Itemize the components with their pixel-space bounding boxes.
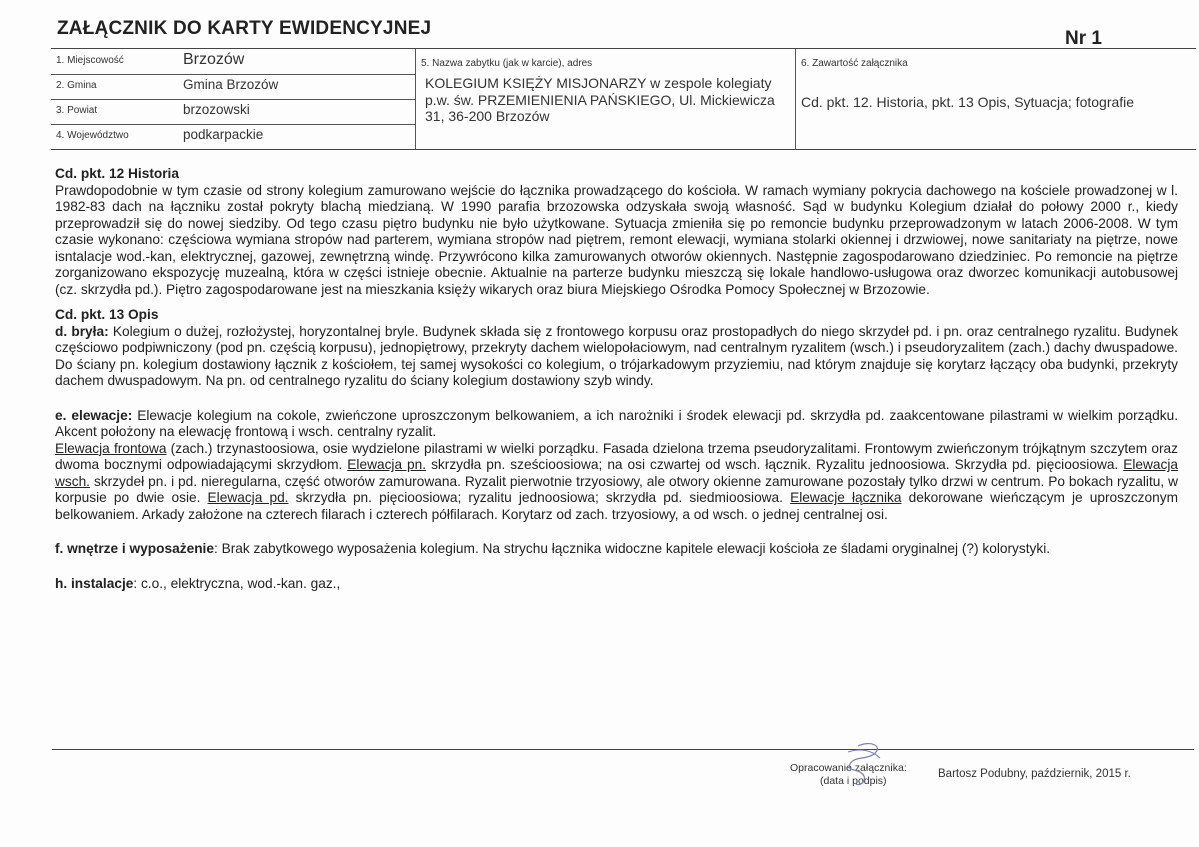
bottom-divider	[52, 749, 1194, 750]
document-title: ZAŁĄCZNIK DO KARTY EWIDENCYJNEJ	[57, 18, 432, 39]
facade-east-label: Elewacja wsch.	[55, 457, 1179, 489]
locality-label: 1. Miejscowość	[56, 55, 124, 66]
elewacje-text: Elewacje kolegium na cokole, zwieńczone uproszczonym belkowaniem, a ich narożniki i środek elewacji pd. skrzydła pd. zaakcentowane pilastrami w wielkim porządku. Akcent położony na elewację frontową i wsch. centralny ryzalit.	[55, 407, 1179, 439]
description-title: Cd. pkt. 13 Opis	[55, 307, 159, 322]
row-voivodeship	[51, 124, 415, 149]
elewacje-detail-paragraph	[55, 441, 1178, 524]
monument-value: KOLEGIUM KSIĘŻY MISJONARZY w zespole kolegiaty p.w. św. PRZEMIENIENIA PAŃSKIEGO, Ul. Mickiewicza 31, 36-200 Brzozów	[425, 75, 775, 124]
document-body	[55, 166, 1178, 592]
row-locality	[51, 49, 415, 75]
commune-value: Gmina Brzozów	[183, 77, 279, 92]
prepared-label-line1: Opracowanie załącznika:	[790, 762, 907, 774]
contents-label: 6. Zawartość załącznika	[801, 58, 908, 69]
elewacje-label: e. elewacje:	[55, 407, 133, 423]
instalacje-paragraph	[55, 576, 1178, 593]
commune-label: 2. Gmina	[56, 80, 97, 91]
contents-value: Cd. pkt. 12. Historia, pkt. 13 Opis, Sytuacja; fotografie	[801, 94, 1135, 110]
signature-scribble	[830, 738, 890, 788]
attachment-number: Nr 1	[1065, 28, 1102, 49]
facade-east-text: skrzydeł pn. i pd. nieregularna, część otworów zamurowana. Ryzalit pierwotnie trzyosiowy, ale otwory okienne zamurowane pozostały tylko drzwi w centrum. Po bokach ryzalitu, w korpusie po dwie osie.	[55, 473, 1178, 505]
voivodeship-label: 4. Województwo	[56, 130, 129, 141]
facade-south-label: Elewacja pd.	[207, 490, 289, 505]
instalacje-label: h. instalacje	[55, 575, 134, 591]
bryla-text: Kolegium o dużej, rozłożystej, horyzontalnej bryle. Budynek składa się z frontowego korpusu oraz prostopadłych do niego skrzydeł pd. i pn. oraz centralnego ryzalitu. Budynek częściowo podpiwniczony (pod pn. częścią korpusu), jednopiętrowy, przekryty dachem wielopołaciowym, nad centralnym ryzalitem (wsch.) i pseudoryzalitem (zach.) dachy dwuspadowe. Do ściany pn. kolegium dostawiony łącznik z kościołem, tej samej wysokości co kolegium, o trójarkadowym przyziemiu, nad którym znajduje się korytarz łączący oba budynki, przekryty dachem dwuspadowym. Na pn. od centralnego ryzalitu do ściany kolegium dostawiony szyb windy.	[55, 323, 1178, 388]
connector-facade-label: Elewacje łącznika	[790, 490, 902, 505]
monument-label: 5. Nazwa zabytku (jak w karcie), adres	[421, 58, 593, 69]
wnetrze-text: : Brak zabytkowego wyposażenia kolegium. Na strychu łącznika widoczne kapitele elewacji kościoła ze śladami oryginalnej (?) kolorystyki.	[213, 541, 1051, 556]
bryla-label: d. bryła:	[55, 323, 109, 339]
monument-column	[415, 49, 796, 149]
wnetrze-label: f. wnętrze i wyposażenie	[55, 541, 214, 556]
wnetrze-paragraph	[55, 541, 1178, 558]
row-county	[51, 99, 415, 125]
facade-south-text: skrzydła pn. pięcioosiowa; ryzalitu jednoosiowa; skrzydła pd. siedmioosiowa.	[288, 490, 791, 505]
locality-value: Brzozów	[183, 51, 245, 68]
header-table	[51, 48, 1196, 150]
county-label: 3. Powiat	[56, 105, 98, 116]
contents-column	[795, 49, 1196, 149]
author-and-date: Bartosz Podubny, październik, 2015 r.	[938, 768, 1131, 780]
history-title: Cd. pkt. 12 Historia	[55, 166, 179, 181]
facade-north-text: skrzydła pn. sześcioosiowa; na osi czwartej od wsch. łącznik. Ryzalitu jednoosiowa. Skrzydła pd. pięcioosiowa.	[426, 457, 1124, 472]
instalacje-text: : c.o., elektryczna, wod.-kan. gaz.,	[133, 575, 341, 591]
facade-front-label: Elewacja frontowa	[55, 440, 167, 456]
facade-north-label: Elewacja pn.	[347, 457, 427, 472]
row-commune	[51, 74, 415, 100]
bryla-paragraph	[55, 324, 1178, 390]
county-value: brzozowski	[183, 102, 250, 117]
location-column	[51, 49, 416, 149]
connector-facade-text: dekorowane wieńczącym je uproszczonym belkowaniem. Arkady założone na czterech filarach i czterech półfilarach. Korytarz od zach. trzyosiowy, a od wsch. o jednej centralnej osi.	[55, 490, 1178, 522]
voivodeship-value: podkarpackie	[183, 127, 264, 142]
facade-front-text: (zach.) trzynastoosiowa, osie wydzielone pilastrami w wielki porządku. Fasada dzielona trzema pseudoryzalitami. Frontowym zwieńczonym trójkątnym szczytem oraz dwoma bocznymi odpowiadającymi skrzydłom.	[55, 440, 1178, 472]
history-text: Prawdopodobnie w tym czasie od strony kolegium zamurowano wejście do łącznika prowadzącego do kościoła. W ramach wymiany pokrycia dachowego na kościele prowadzonej w l. 1982-83 dach na łączniku został pokryty blachą miedzianą. W 1990 parafia brzozowska odzyskała swoją własność. Sąd w budynku Kolegium działał do połowy 2000 r., kiedy przeprowadził się do nowej siedziby. Od tego czasu piętro budynku nie było użytkowane. Sytuacja zmieniła się po remoncie budynku przeprowadzonym w latach 2006-2008. W tym czasie wykonano: częściowa wymiana stropów nad parterem, wymiana stropów nad piętrem, remont elewacji, wymiana stolarki okiennej i drzwiowej, nowe sanitariaty na piętrze, nowe isntalacje wod.-kan, elektrycznej, gazowej, zewnętrzną windę. Przywrócono kilka zamurowanych otworów okiennych. Następnie zagospodarowano dziedziniec. Po remoncie na piętrze zorganizowano ekspozycję muzealną, która w części istnieje obecnie. Aktualnie na parterze budynku mieszczą się lokale handlowo-usługowa oraz dworzec komunikacji autobusowej (cz. skrzydła pd.). Piętro zagospodarowane jest na mieszkania księży wikarych oraz biura Miejskiego Ośrodka Pomocy Społecznej w Brzozowie.	[55, 182, 1178, 297]
prepared-label-line2: (data i podpis)	[820, 774, 887, 787]
elewacje-paragraph	[55, 408, 1178, 441]
